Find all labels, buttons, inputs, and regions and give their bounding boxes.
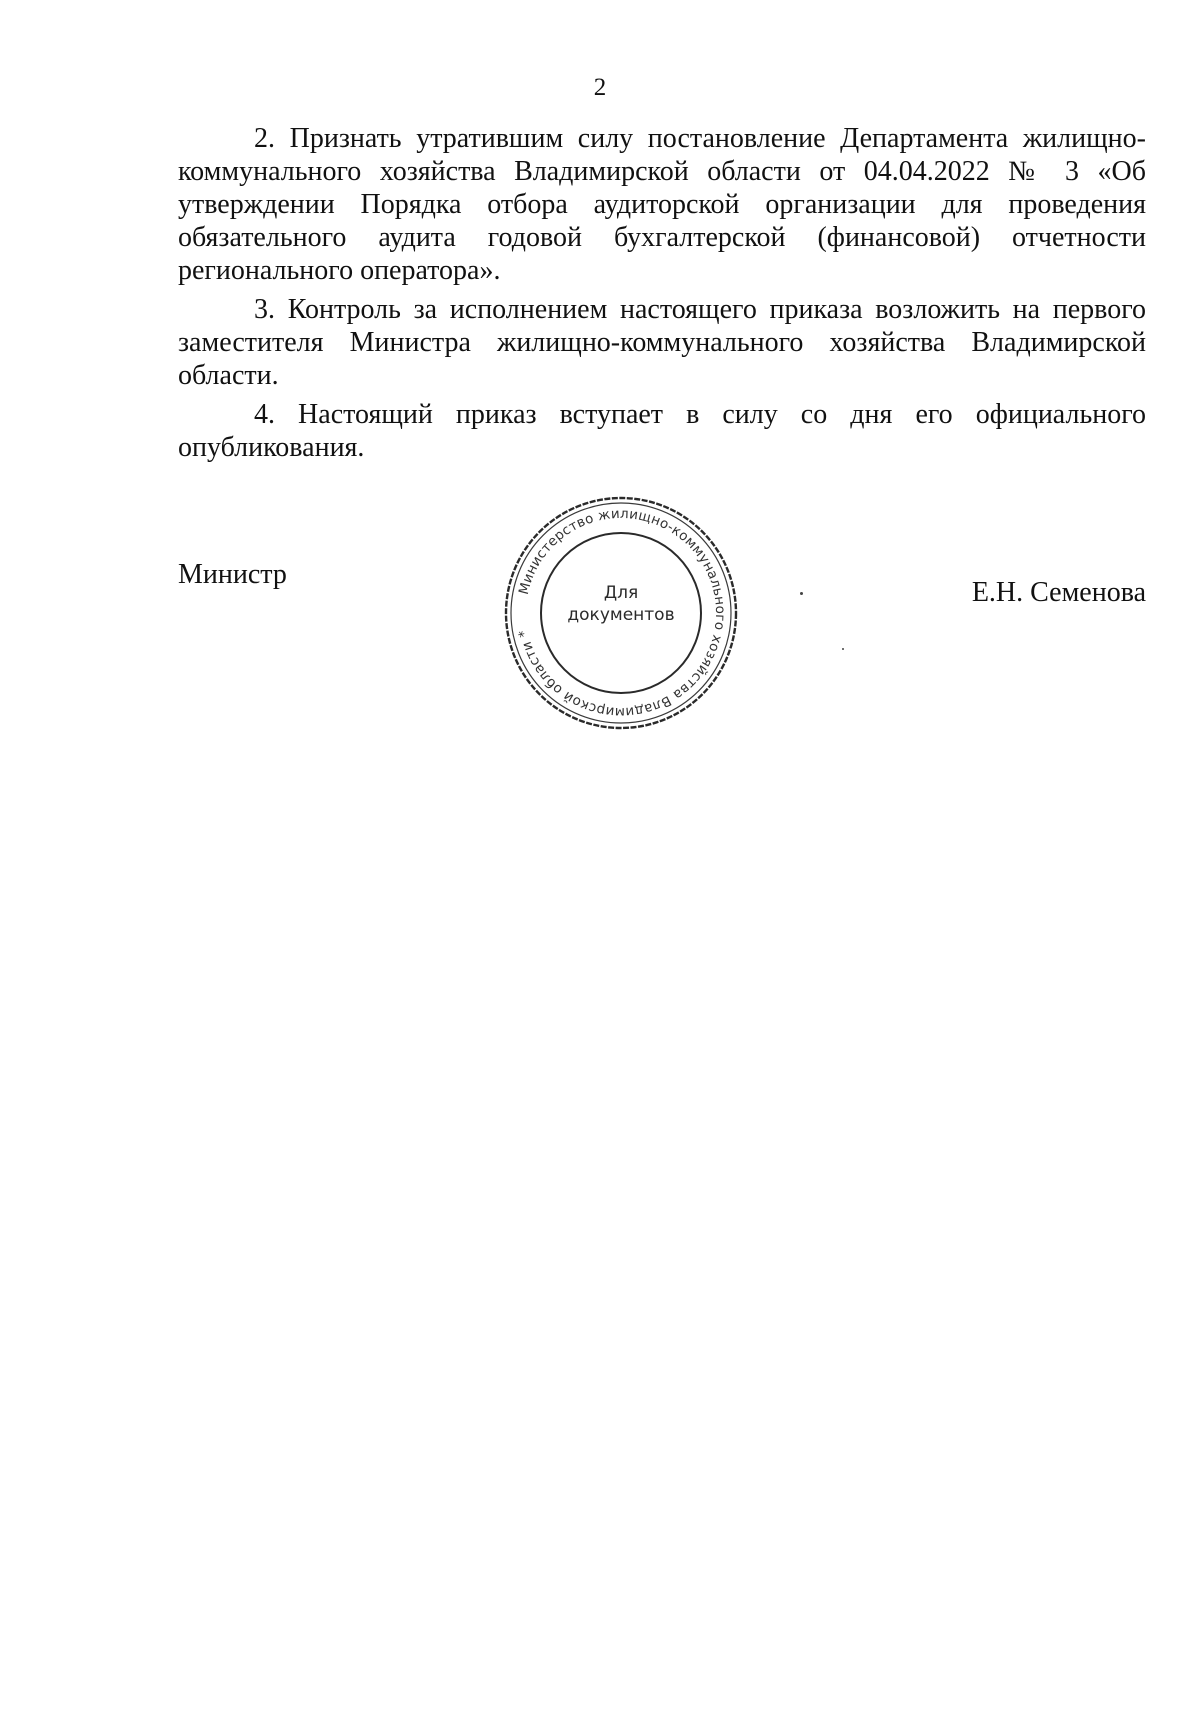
paragraph-3: 3. Контроль за исполнением настоящего приказа возложить на первого заместителя Министра жилищно-коммунального хозяйства Владимирской области. <box>178 294 1146 391</box>
seal-center-text <box>498 582 744 626</box>
scan-speck <box>842 648 844 650</box>
official-seal <box>498 490 744 736</box>
scan-speck <box>800 592 803 595</box>
paragraph-4: 4. Настоящий приказ вступает в силу со дня его официального опубликования. <box>178 399 1146 463</box>
page-number: 2 <box>593 74 607 101</box>
paragraph-2: 2. Признать утратившим силу постановление Департамента жилищно-коммунального хозяйства Владимирской области от 04.04.2022 № 3 «Об утверждении Порядка отбора аудиторской организации для проведения обязательного аудита годовой бухгалтерской (финансовой) отчетности регионального оператора». <box>178 123 1146 286</box>
signatory-name: Е.Н. Семенова <box>971 577 1146 608</box>
seal-center-line-1: Для <box>603 583 639 603</box>
document-body <box>178 122 1146 464</box>
signatory-title: Министр <box>178 559 287 590</box>
seal-ring-textpath: Министерство жилищно-коммунального хозяйства Владимирской области * <box>515 505 729 721</box>
seal-center-line-2: документов <box>567 605 675 625</box>
